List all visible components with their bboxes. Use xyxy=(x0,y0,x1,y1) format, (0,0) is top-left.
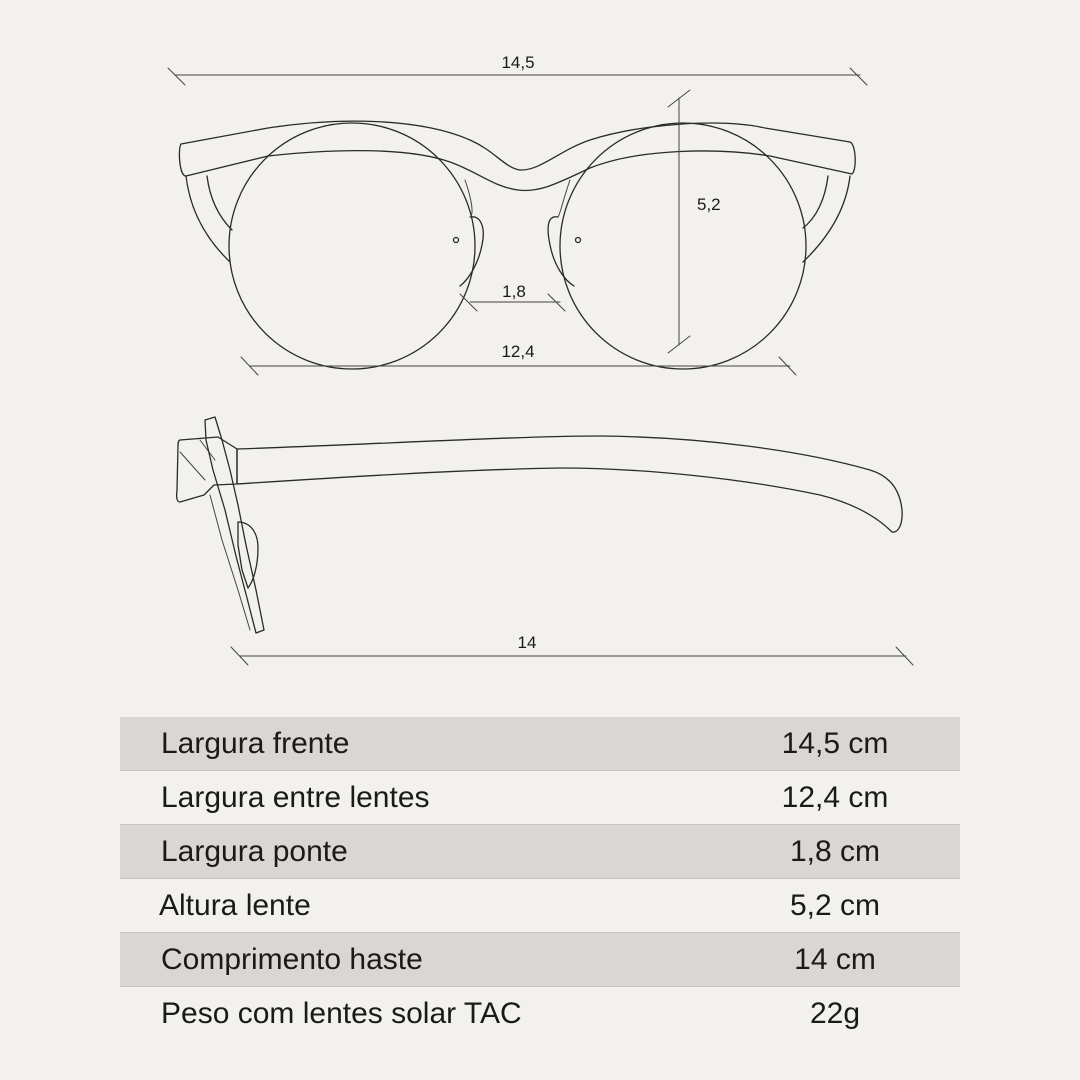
brow-bar xyxy=(179,121,855,190)
frame-side-inner xyxy=(210,495,250,630)
bridge-label: 1,8 xyxy=(502,282,526,301)
dimension-bridge xyxy=(460,282,565,311)
spec-row xyxy=(120,987,960,1040)
spec-label: Peso com lentes solar TAC xyxy=(161,996,522,1030)
spec-label: Comprimento haste xyxy=(161,942,423,976)
spec-row xyxy=(120,825,960,879)
spec-label: Largura ponte xyxy=(161,834,348,868)
spec-row xyxy=(120,933,960,987)
left-pad-screw xyxy=(454,238,459,243)
spec-value: 5,2 cm xyxy=(789,888,881,922)
spec-value: 1,8 cm xyxy=(789,834,881,868)
glasses-front-view xyxy=(179,121,855,369)
left-temple-hinge xyxy=(186,176,232,262)
dimension-between-lenses xyxy=(241,342,796,375)
dimension-temple-length xyxy=(231,633,913,665)
lens-height-label: 5,2 xyxy=(697,195,721,214)
right-rim-inner xyxy=(558,180,570,217)
right-lens xyxy=(560,123,806,369)
temple-arm xyxy=(237,436,902,532)
temple-length-label: 14 xyxy=(517,633,537,652)
spec-label: Largura entre lentes xyxy=(161,780,430,814)
hinge-detail xyxy=(180,440,215,480)
right-pad-screw xyxy=(576,238,581,243)
dimension-front-width xyxy=(168,53,867,85)
left-lens xyxy=(229,123,475,369)
spec-value: 22g xyxy=(809,996,861,1030)
right-temple-hinge xyxy=(803,176,850,262)
hinge-block xyxy=(177,437,237,502)
dimension-lens-height xyxy=(668,90,721,353)
between-lenses-label: 12,4 xyxy=(501,342,535,361)
front-frame-side xyxy=(205,417,264,633)
spec-row xyxy=(120,771,960,825)
spec-label: Altura lente xyxy=(159,888,311,922)
spec-row xyxy=(120,717,960,771)
spec-value: 12,4 cm xyxy=(781,780,889,814)
spec-value: 14,5 cm xyxy=(781,726,889,760)
specs-table xyxy=(120,717,960,1040)
spec-value: 14 cm xyxy=(794,942,876,976)
spec-label: Largura frente xyxy=(161,726,350,760)
glasses-side-view xyxy=(177,417,903,633)
spec-row xyxy=(120,879,960,933)
front-width-label: 14,5 xyxy=(501,53,535,72)
